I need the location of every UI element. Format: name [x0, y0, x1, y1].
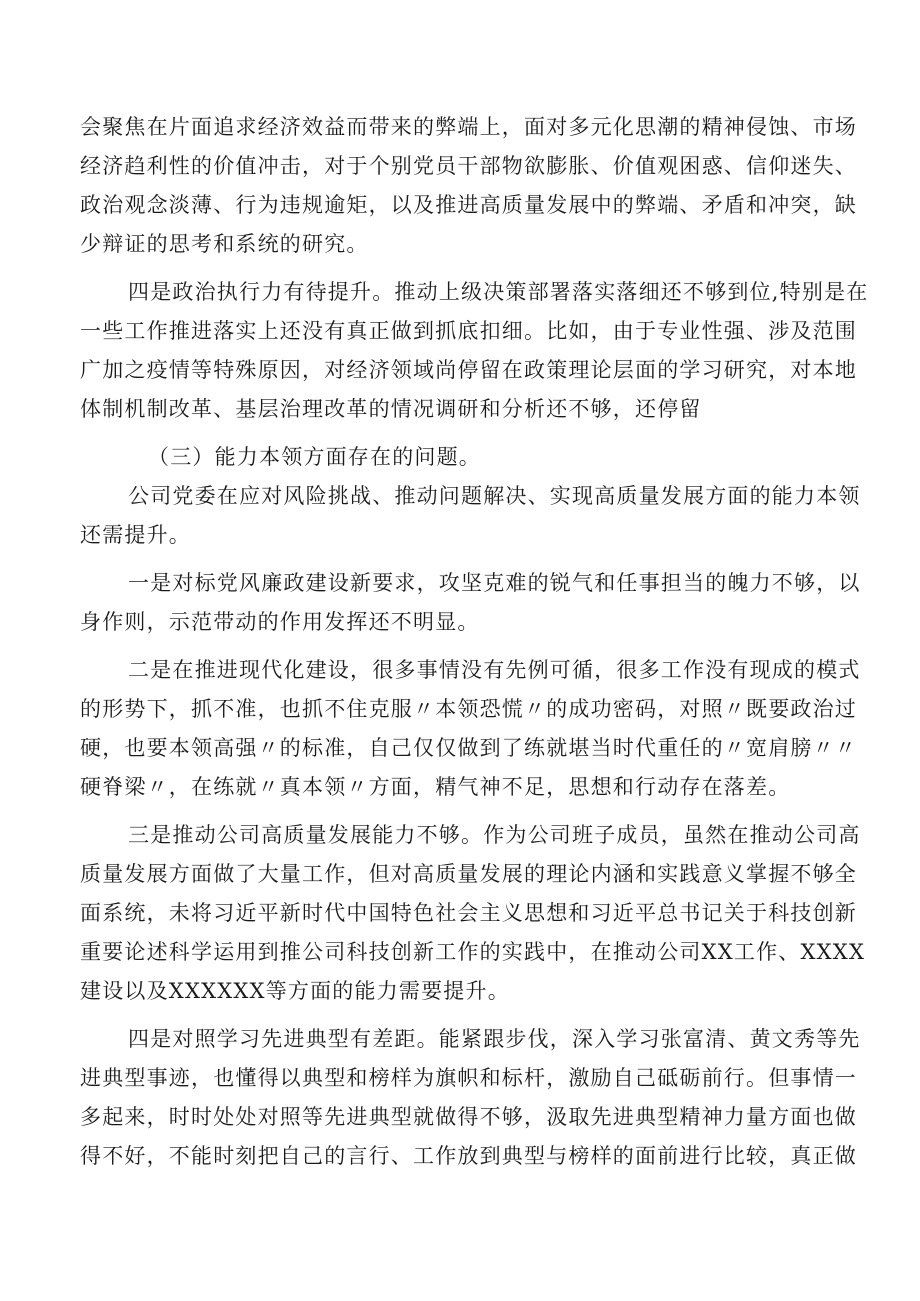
text-line: 多起来，时时处处对照等先进典型就做得不够，汲取先进典型精神力量方面也做	[80, 1105, 857, 1129]
text-line: 二是在推进现代化建设，很多事情没有先例可循，很多工作没有现成的模式	[128, 658, 861, 682]
text-line: 硬脊梁〃，在练就〃真本领〃方面，精气神不足，思想和行动存在落差。	[80, 775, 791, 799]
text-line: 三是推动公司高质量发展能力不够。作为公司班子成员，虽然在推动公司高	[128, 823, 861, 847]
text-line: 会聚焦在片面追求经济效益而带来的弊端上，面对多元化思潮的精神侵蚀、市场	[80, 115, 857, 139]
text-line: 一是对标党风廉政建设新要求，攻坚克难的锐气和任事担当的魄力不够，以	[128, 571, 861, 595]
text-line: 经济趋利性的价值冲击，对于个别党员干部物欲膨胀、价值观困惑、信仰迷失、	[80, 154, 857, 178]
text-line: 身作则，示范带动的作用发挥还不明显。	[80, 610, 480, 634]
text-line: 体制机制改革、基层治理改革的情况调研和分析还不够，还停留	[80, 397, 702, 421]
text-line: 的形势下，抓不准，也抓不住克服〃本领恐慌〃的成功密码，对照〃既要政治过	[80, 697, 857, 721]
text-line: 进典型事迹，也懂得以典型和榜样为旗帜和标杆，激励自己砥砺前行。但事情一	[80, 1066, 857, 1090]
text-line: 面系统，未将习近平新时代中国特色社会主义思想和习近平总书记关于科技创新	[80, 901, 857, 925]
text-line: 四是政治执行力有待提升。推动上级决策部署落实落细还不够到位,特别是在	[128, 280, 869, 304]
text-line: 硬，也要本领高强〃的标准，自己仅仅做到了练就堪当时代重任的〃宽肩膀〃〃	[80, 736, 857, 760]
text-line: 得不好，不能时刻把自己的言行、工作放到典型与榜样的面前进行比较，真正做	[80, 1144, 857, 1168]
text-line: 政治观念淡薄、行为违规逾矩，以及推进高质量发展中的弊端、矛盾和冲突，缺	[80, 193, 857, 217]
section-heading: （三）能力本领方面存在的问题。	[148, 445, 481, 469]
text-line: 四是对照学习先进典型有差距。能紧跟步伐，深入学习张富清、黄文秀等先	[128, 1027, 861, 1051]
text-line: 建设以及XXXXXX等方面的能力需要提升。	[80, 979, 510, 1003]
text-line: 还需提升。	[80, 523, 191, 547]
text-line: 重要论述科学运用到推公司科技创新工作的实践中，在推动公司XX工作、XXXX	[80, 940, 866, 964]
text-line: 少辩证的思考和系统的研究。	[80, 232, 369, 256]
text-line: 质量发展方面做了大量工作，但对高质量发展的理论内涵和实践意义掌握不够全	[80, 862, 857, 886]
text-line: 一些工作推进落实上还没有真正做到抓底扣细。比如，由于专业性强、涉及范围	[80, 319, 857, 343]
text-line: 广加之疫情等特殊原因，对经济领域尚停留在政策理论层面的学习研究，对本地	[80, 358, 857, 382]
text-line: 公司党委在应对风险挑战、推动问题解决、实现高质量发展方面的能力本领	[128, 484, 861, 508]
